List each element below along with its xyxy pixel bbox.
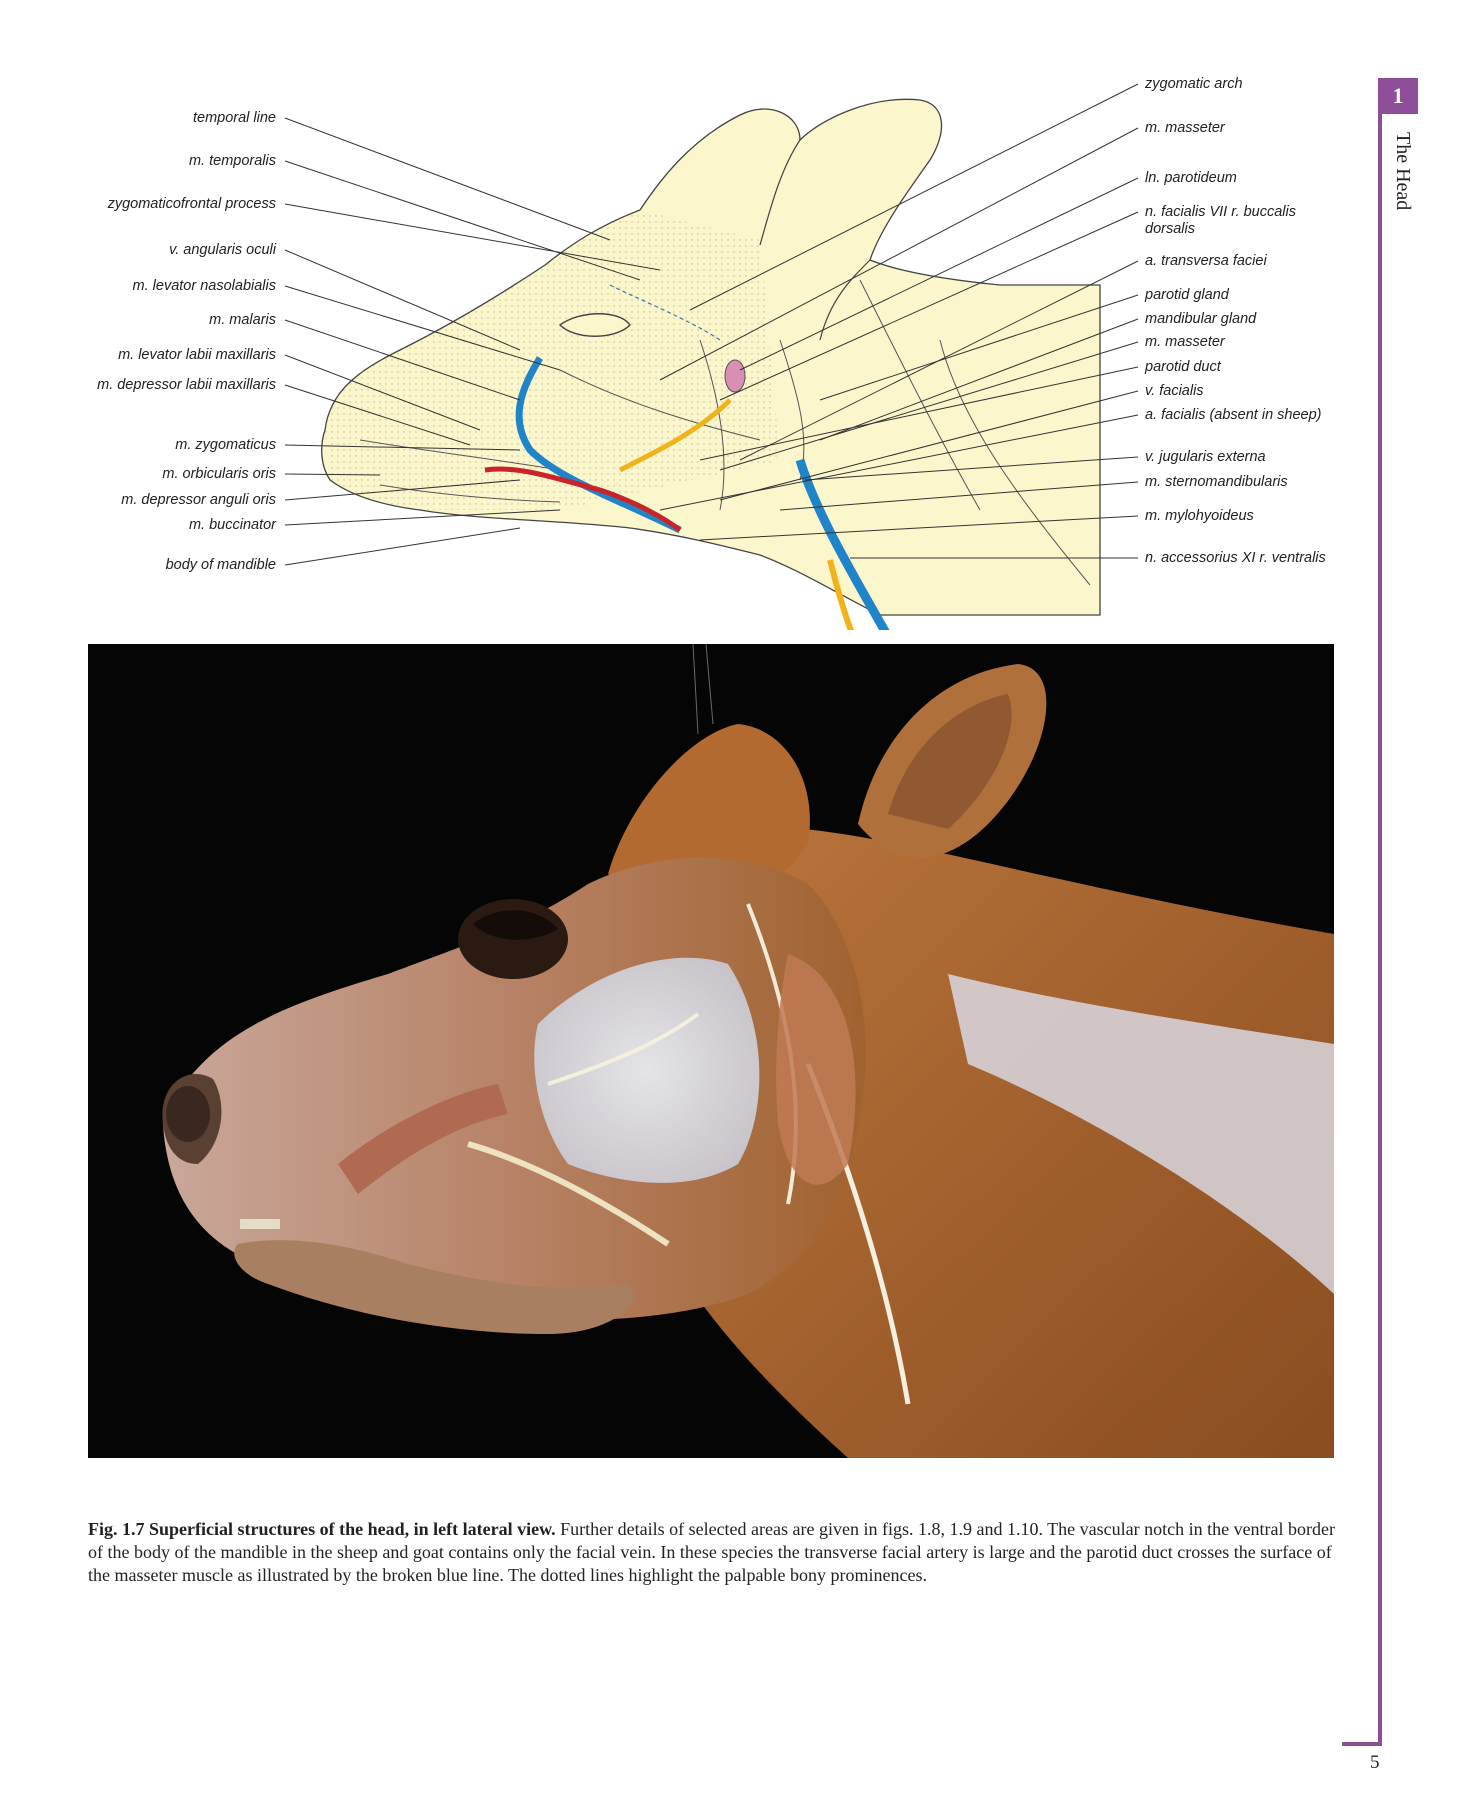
- label-m-sternomandibularis: m. sternomandibularis: [1145, 474, 1288, 490]
- label-parotid-gland: parotid gland: [1145, 287, 1229, 303]
- label-body-of-mandible: body of mandible: [165, 557, 276, 573]
- dissection-photograph: [88, 644, 1334, 1458]
- figure-caption-title: Fig. 1.7 Superficial structures of the head, in left lateral view.: [88, 1519, 556, 1539]
- chapter-rule: [1378, 80, 1382, 1746]
- chapter-rule-foot: [1342, 1742, 1382, 1746]
- label-m-orbicularis-oris: m. orbicularis oris: [162, 466, 276, 482]
- anatomical-diagram: [0, 40, 1370, 630]
- label-v-angularis-oculi: v. angularis oculi: [169, 242, 276, 258]
- figure-caption: [88, 1518, 1348, 1587]
- label-mandibular-gland: mandibular gland: [1145, 311, 1257, 327]
- label-a-transversa-faciei: a. transversa faciei: [1145, 253, 1267, 269]
- label-a-facialis: a. facialis (absent in sheep): [1145, 407, 1322, 423]
- label-m-masseter-upper: m. masseter: [1145, 120, 1225, 136]
- lymph-node-drawing: [725, 360, 745, 392]
- chapter-number-tab: 1: [1378, 78, 1418, 114]
- label-m-depressor-anguli-oris: m. depressor anguli oris: [121, 492, 276, 508]
- label-n-facialis-buccalis-dorsalis: n. facialis VII r. buccalis dorsalis: [1145, 204, 1296, 237]
- label-m-zygomaticus: m. zygomaticus: [175, 437, 276, 453]
- label-m-temporalis: m. temporalis: [188, 153, 276, 169]
- dissection-photo-art: [88, 644, 1334, 1458]
- figure-caption-text: Further details of selected areas are given in figs. 1.8, 1.9 and 1.10. The vascular notch in the ventral border of the body of the mandible in the sheep and goat contains only the facial vein. In these species the transverse facial artery is large and the parotid duct crosses the surface of the masseter muscle as illustrated by the broken blue line. The dotted lines highlight the palpable bony prominences.: [88, 1519, 1336, 1585]
- label-n-accessorius-xi: n. accessorius XI r. ventralis: [1145, 550, 1326, 566]
- label-m-buccinator: m. buccinator: [188, 517, 276, 533]
- label-parotid-duct: parotid duct: [1145, 359, 1221, 375]
- label-m-levator-nasolabialis: m. levator nasolabialis: [132, 278, 276, 294]
- label-zygomaticofrontal-process: zygomaticofrontal process: [107, 196, 276, 212]
- label-v-jugularis-externa: v. jugularis externa: [1145, 449, 1266, 465]
- label-m-mylohyoideus: m. mylohyoideus: [1145, 508, 1254, 524]
- label-m-depressor-labii-maxillaris: m. depressor labii maxillaris: [97, 377, 276, 393]
- label-zygomatic-arch: zygomatic arch: [1145, 76, 1243, 92]
- label-ln-parotideum: ln. parotideum: [1145, 170, 1237, 186]
- label-m-masseter-lower: m. masseter: [1145, 334, 1225, 350]
- label-temporal-line: temporal line: [192, 110, 276, 126]
- label-m-levator-labii-maxillaris: m. levator labii maxillaris: [118, 347, 276, 363]
- label-v-facialis: v. facialis: [1145, 383, 1204, 399]
- label-m-malaris: m. malaris: [209, 312, 276, 328]
- chapter-title: The Head: [1392, 132, 1414, 211]
- page-number: 5: [1370, 1752, 1380, 1773]
